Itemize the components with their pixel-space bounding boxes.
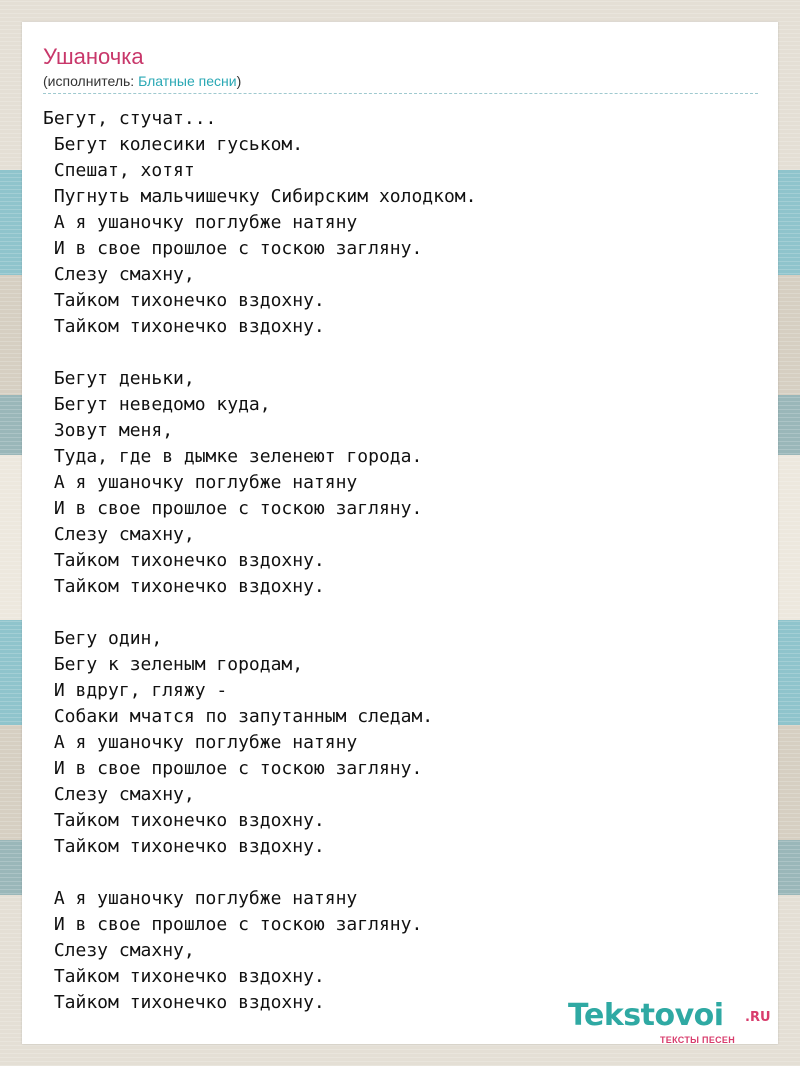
artist-line	[43, 73, 241, 89]
site-logo[interactable]	[568, 998, 778, 1048]
logo-tagline: ТЕКСТЫ ПЕСЕН	[660, 1035, 736, 1045]
lyrics-text: Бегут, стучат... Бегут колесики гуськом. Спешат, хотят Пугнуть мальчишечку Сибирским холодком. А я ушаночку поглубже натяну И в свое прошлое с тоскою загляну. Слезу смахну, Тайком тихонечко вздохну. Тайком тихонечко вздохну. Бегут деньки, Бегут неведомо куда, Зовут меня, Туда, где в дымке зеленеют города. А я ушаночку поглубже натяну И в свое прошлое с тоскою загляну. Слезу смахну, Тайком тихонечко вздохну. Тайком тихонечко вздохну. Бегу один, Бегу к зеленым городам, И вдруг, гляжу - Собаки мчатся по запутанным следам. А я ушаночку поглубже натяну И в свое прошлое с тоскою загляну. Слезу смахну, Тайком тихонечко вздохну. Тайком тихонечко вздохну. А я ушаночку поглубже натяну И в свое прошлое с тоскою загляну. Слезу смахну, Тайком тихонечко вздохну. Тайком тихонечко вздохну.	[43, 108, 477, 1013]
artist-link[interactable]: Блатные песни	[138, 73, 237, 89]
logo-tld: .RU	[745, 1010, 771, 1025]
artist-suffix: )	[236, 73, 242, 89]
dashed-divider	[43, 93, 758, 94]
lyrics-card	[22, 22, 778, 1044]
artist-prefix: (исполнитель:	[43, 73, 139, 89]
logo-wordmark: Tekstovoi	[568, 998, 724, 1033]
song-title: Ушаночка	[43, 44, 144, 69]
